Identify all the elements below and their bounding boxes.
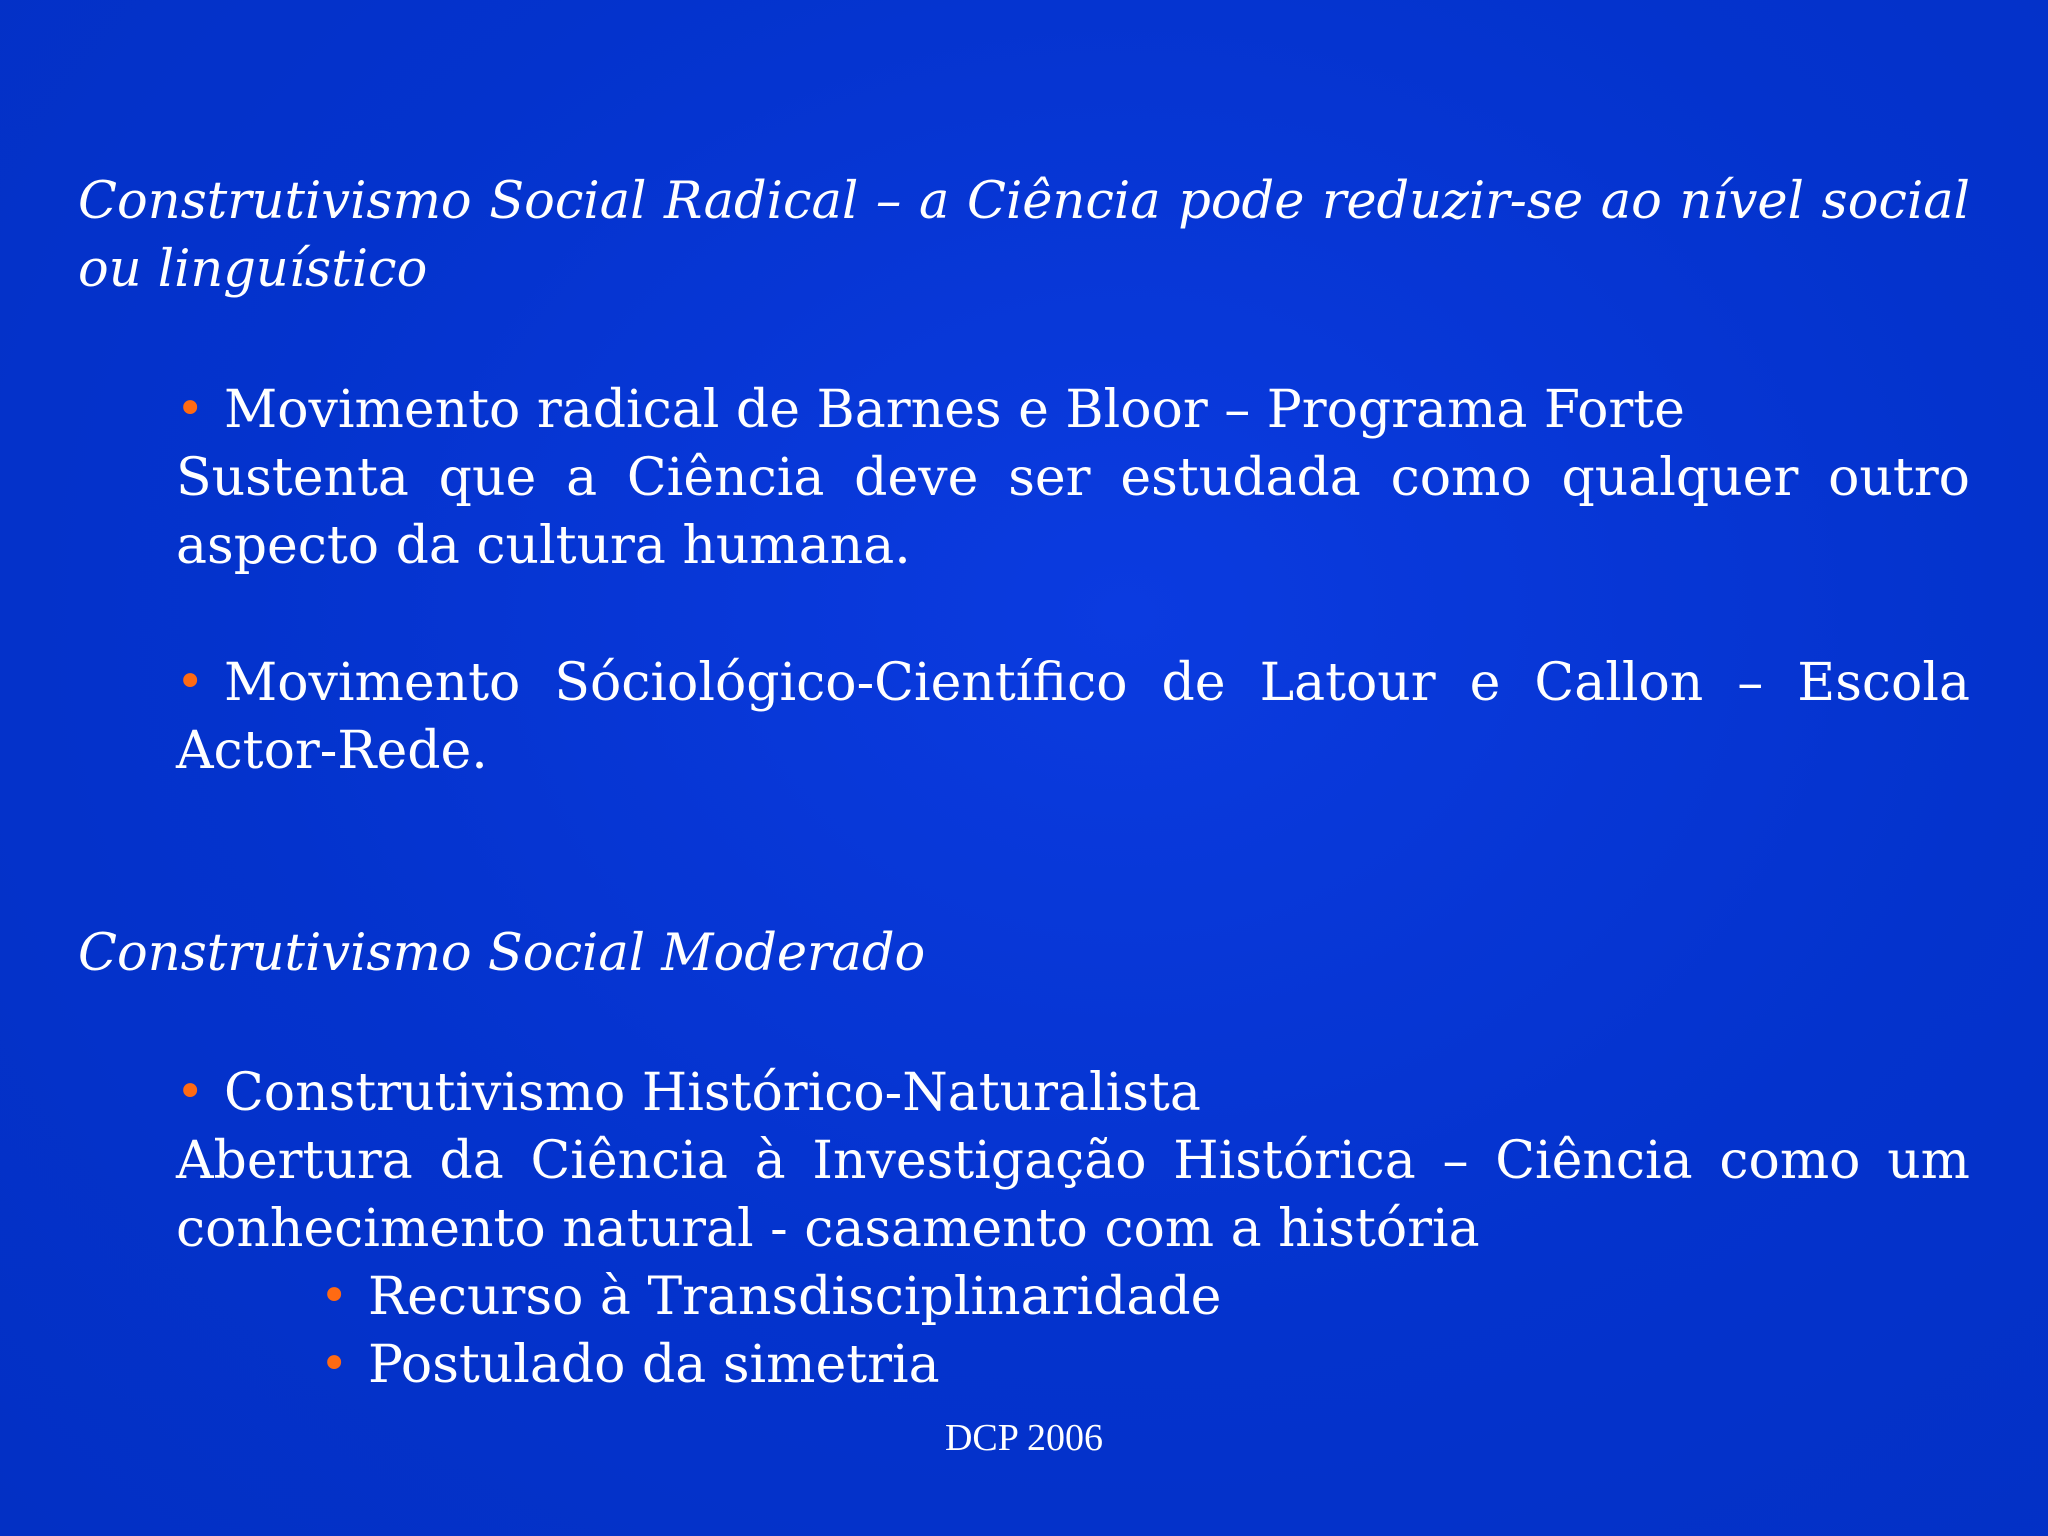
footer-label: DCP 2006 [944,1417,1103,1459]
bullet-block-barnes-bloor [176,375,1970,580]
bullet-icon: • [176,654,205,710]
sub-bullet-simetria [320,1330,1970,1399]
bullet-description: Sustenta que a Ciência deve ser estudada como qualquer outro aspecto da cultura humana. [176,448,1970,576]
bullet-item [176,1058,1970,1127]
bullet-text: Construtivismo Histórico-Naturalista [224,1063,1201,1123]
sub-bullet-transdisciplinaridade [320,1262,1970,1331]
bullet-block-latour-callon [176,648,1970,785]
bullet-icon: • [176,381,205,437]
bullet-text: Movimento Sóciológico-Científico de Latour e Callon – Escola Actor-Rede. [176,653,1970,781]
sub-bullet-text: Postulado da simetria [368,1335,940,1395]
bullet-description: Abertura da Ciência à Investigação Histórica – Ciência como um conhecimento natural - casamento com a história [176,1131,1970,1259]
bullet-text: Movimento radical de Barnes e Bloor – Programa Forte [224,380,1685,440]
bullet-icon: • [320,1268,349,1324]
bullet-icon: • [176,1064,205,1120]
section-heading-moderado: Construtivismo Social Moderado [78,924,926,983]
bullet-icon: • [320,1336,349,1392]
bullet-item [176,648,1970,785]
bullet-block-historico-naturalista [176,1058,1970,1263]
sub-bullet-text: Recurso à Transdisciplinaridade [368,1267,1222,1327]
section-heading-radical: Construtivismo Social Radical – a Ciência pode reduzir-se ao nível social ou linguístico [78,172,1970,299]
bullet-item [176,375,1970,444]
